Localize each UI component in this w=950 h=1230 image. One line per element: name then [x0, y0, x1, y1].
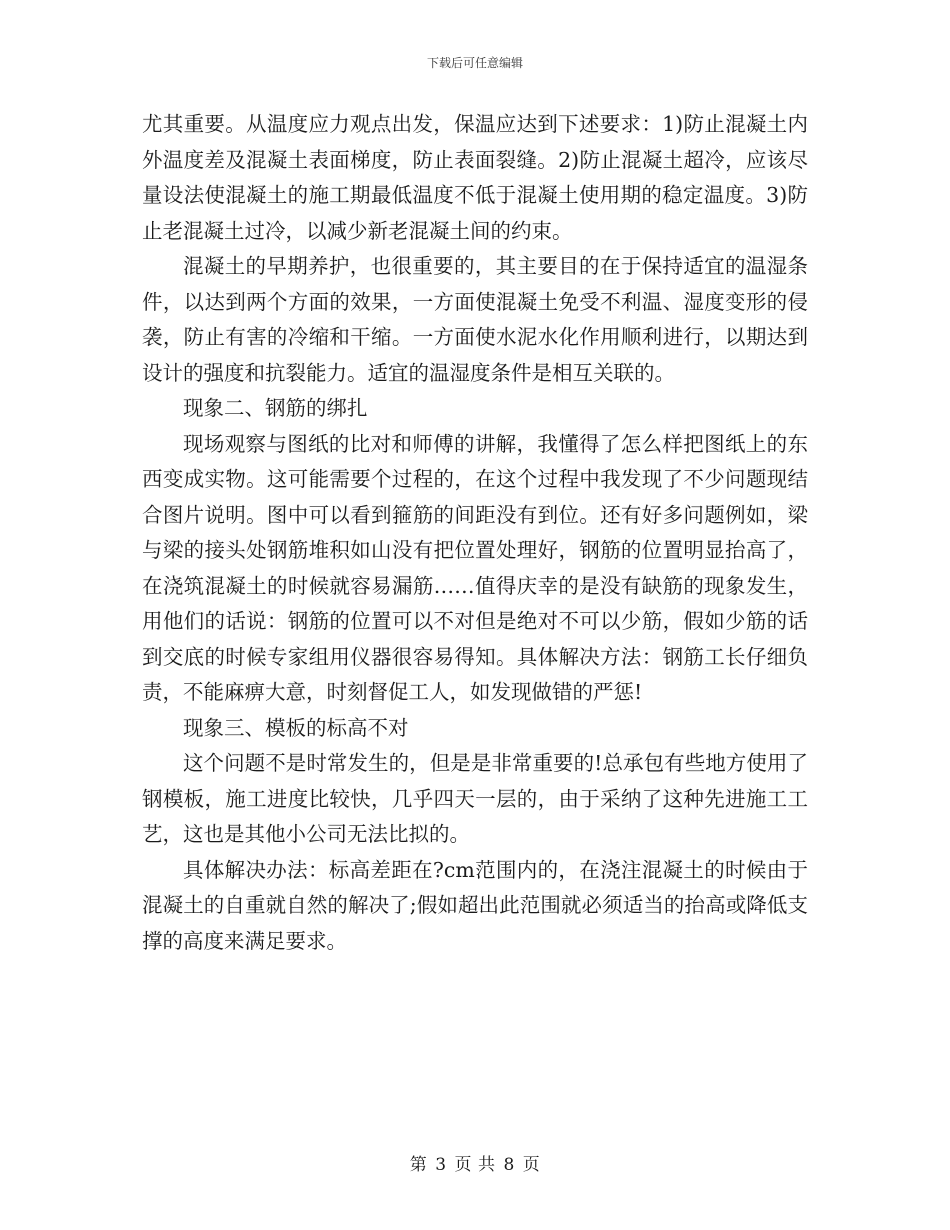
page-header: 下载后可任意编辑: [426, 56, 523, 70]
footer-prefix: 第: [409, 1155, 428, 1175]
paragraph-curing: 混凝土的早期养护，也很重要的，其主要目的在于保持适宜的温湿条件，以达到两个方面的效果，一方面使混凝土免受不利温、湿度变形的侵袭，防止有害的冷缩和干缩。一方面使水泥水化作用顺利进行，以期达到设计的强度和抗裂能力。适宜的温湿度条件是相互关联的。: [142, 254, 808, 385]
footer-middle: 页 共: [454, 1155, 496, 1175]
page-number-total: 8: [503, 1155, 515, 1175]
paragraph-rebar: 现场观察与图纸的比对和师傅的讲解，我懂得了怎么样把图纸上的东西变成实物。这可能需要个过程的，在这个过程中我发现了不少问题现结合图片说明。图中可以看到箍筋的间距没有到位。还有好多问题例如，梁与梁的接头处钢筋堆积如山没有把位置处理好，钢筋的位置明显抬高了，在浇筑混凝土的时候就容易漏筋……值得庆幸的是没有缺筋的现象发生，用他们的话说：钢筋的位置可以不对但是绝对不可以少筋，假如少筋的话到交底的时候专家组用仪器很容易得知。具体解决方法：钢筋工长仔细负责，不能麻痹大意，时刻督促工人，如发现做错的严惩!: [142, 431, 808, 704]
page-footer: [0, 1150, 950, 1175]
footer-suffix: 页: [522, 1155, 541, 1175]
paragraph-formwork: 这个问题不是时常发生的，但是是非常重要的!总承包有些地方使用了钢模板，施工进度比较快，几乎四天一层的，由于采纳了这种先进施工工艺，这也是其他小公司无法比拟的。: [142, 751, 808, 846]
section-heading-rebar: 现象二、钢筋的绑扎: [183, 396, 368, 420]
paragraph-solution: 具体解决办法：标高差距在?cm范围内的，在浇注混凝土的时候由于混凝土的自重就自然的解决了;假如超出此范围就必须适当的抬高或降低支撑的高度来满足要求。: [142, 857, 808, 953]
document-body: [142, 107, 808, 959]
section-heading-formwork: 现象三、模板的标高不对: [183, 715, 409, 740]
page-number-current: 3: [435, 1155, 447, 1175]
paragraph-continuation: 尤其重要。从温度应力观点出发，保温应达到下述要求：1)防止混凝土内外温度差及混凝土表面梯度，防止表面裂缝。2)防止混凝土超冷，应该尽量设法使混凝土的施工期最低温度不低于混凝土使用期的稳定温度。3)防止老混凝土过冷，以减少新老混凝土间的约束。: [142, 112, 808, 243]
